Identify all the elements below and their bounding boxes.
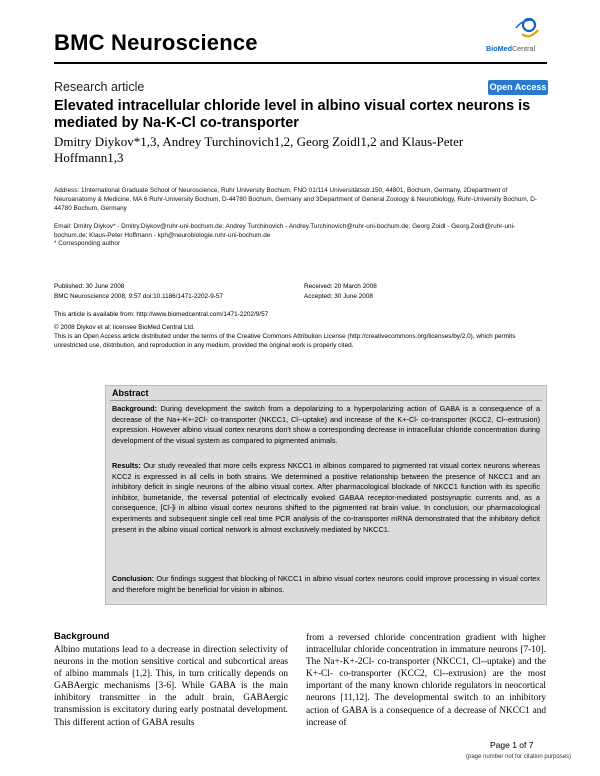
received-date: Received: 20 March 2008 xyxy=(304,283,377,290)
abstract-heading: Abstract xyxy=(112,388,149,398)
accepted-date: Accepted: 30 June 2008 xyxy=(304,292,373,300)
abstract-results-text: Our study revealed that more cells express NKCC1 in albinos compared to pigmented rat visual cortex neurons whereas KCC2 is expressed in all cells in both strains. We determined a positive relationship between the presence of NKCC1 and an inhibitory deficit in single neurons of the albino visual cortex. After pharmacological blockade of NKCC1 function with its specific inhibitor, bumetanide, the reversal potential of electrically evoked GABAA receptor-mediated postsynaptic currents and, as a consequence, [Cl-]i in albino visual cortex neurons shifted to the pigmented rat brain value. In conclusion, our pharmacological experiments and subsequent single cell real time PCR analysis of the co-transporter mRNA demonstrated that the inhibitory deficit present in the albino visual cortical network is almost exclusively mediated by NKCC1. xyxy=(112,461,540,534)
page-note: (page number not for citation purposes) xyxy=(466,754,572,760)
biomed-central-logo-icon xyxy=(486,16,548,46)
abstract-results-label: Results: xyxy=(112,461,141,470)
email: Email: Dmitry Diykov* - Dmitry.Diykov@ruhr-uni-bochum.de; Andrey Turchinovich - Andrey.Turchinovich@ruhr-uni-bochum.de; Georg Zoidl - Georg.Zoidl@ruhr-uni-bochum.de; Klaus-Peter Hoffmann - kph@neurobiologie.ruhr-uni-bochum.de xyxy=(54,223,516,239)
abstract-results xyxy=(112,461,540,535)
abstract-conclusion-text: Our findings suggest that blocking of NKCC1 in albino visual cortex neurons could improve processing in visual cortex and therefore might be beneficial for vision in albinos. xyxy=(112,574,541,594)
header-rule xyxy=(54,62,547,64)
page-number: Page 1 of 7 xyxy=(490,740,534,750)
article-title: Elevated intracellular chloride level in albino visual cortex neurons is mediated by Na-K-Cl co-transporter xyxy=(54,98,531,131)
biomed-central-logo xyxy=(486,16,548,56)
authors: Dmitry Diykov*1,3, Andrey Turchinovich1,2, Georg Zoidl1,2 and Klaus-Peter Hoffmann1,3 xyxy=(54,134,464,165)
license-text: This is an Open Access article distributed under the terms of the Creative Commons Attribution License (http://creativecommons.org/licenses/by/2.0), which permits unrestricted use, distribution, and reproduction in any medium, provided the original work is properly cited. xyxy=(54,333,516,349)
publication-info-left xyxy=(54,282,294,301)
open-access-badge: Open Access xyxy=(488,80,548,95)
citation: BMC Neuroscience 2008, 9:57 doi:10.1186/1471-2202-9-57 xyxy=(54,292,223,300)
corresponding-author: * Corresponding author xyxy=(54,240,121,247)
background-heading: Background xyxy=(54,631,110,642)
abstract-background-label: Background: xyxy=(112,404,157,413)
abstract-rule xyxy=(110,400,542,401)
logo-text: BioMedCentral xyxy=(486,44,536,53)
published-date: Published: 30 June 2008 xyxy=(54,283,125,290)
copyright: © 2008 Diykov et al; licensee BioMed Central Ltd. xyxy=(54,324,195,331)
article-type: Research article xyxy=(54,80,145,94)
address: Address: 1International Graduate School of Neuroscience, Ruhr University Bochum, FNO 01/114 Universitätsstr.150, 44801, Bochum, Germany, 2Department of Neuroanatomy & Medicine, MA 6 Ruhr-University Bochum, D-44780 Bochum, Germany and 3Department of General Zoology & Neurobiology, Ruhr-University Bochum, D-44780 Bochum, Germany xyxy=(54,187,537,212)
availability-link[interactable]: This article is available from: http://www.biomedcentral.com/1471-2202/9/57 xyxy=(54,311,269,318)
body-right-column: from a reversed chloride concentration gradient with higher intracellular chloride concentration in immature neurons [7-10]. The Na+-K+-2Cl- co-transporter (NKCC1, Cl--uptake) and the K+-Cl- co-transporter (KCC2, Cl--extrusion) are the most important of the many known chloride regulators in neocortical neurons [11,12]. The developmental switch to an inhibitory action of GABA is a consequence of a decrease of NKCC1 and increase of xyxy=(306,633,546,728)
journal-title: BMC Neuroscience xyxy=(54,30,258,55)
abstract-conclusion xyxy=(112,574,540,595)
publication-info-right xyxy=(304,282,544,301)
abstract-background xyxy=(112,404,540,446)
abstract-conclusion-label: Conclusion: xyxy=(112,574,155,583)
abstract-background-text: During development the switch from a depolarizing to a hyperpolarizing action of GABA is a consequence of a decrease of the Na+-K+-2Cl- co-transporter (NKCC1, Cl--uptake) and increase of the K+-Cl- co-transporter (KCC2, Cl--extrusion) expression. However albino visual cortex neurons don't show a corresponding decrease in intracellular chloride concentration during development of the visual system as compared to pigmented animals. xyxy=(112,404,541,445)
license xyxy=(54,323,548,350)
abstract-box xyxy=(105,385,547,605)
body-left-column: Albino mutations lead to a decrease in direction selectivity of neurons in the motion sensitive cortical and subcortical areas of albino mammals [1,2]. This, in turn critically depends on GABAergic mechanisms [3-6]. While GABA is the main inhibitory transmitter in the adult brain, GABAergic transmission is excitatory during early postnatal development. This different action of GABA results xyxy=(54,645,288,728)
